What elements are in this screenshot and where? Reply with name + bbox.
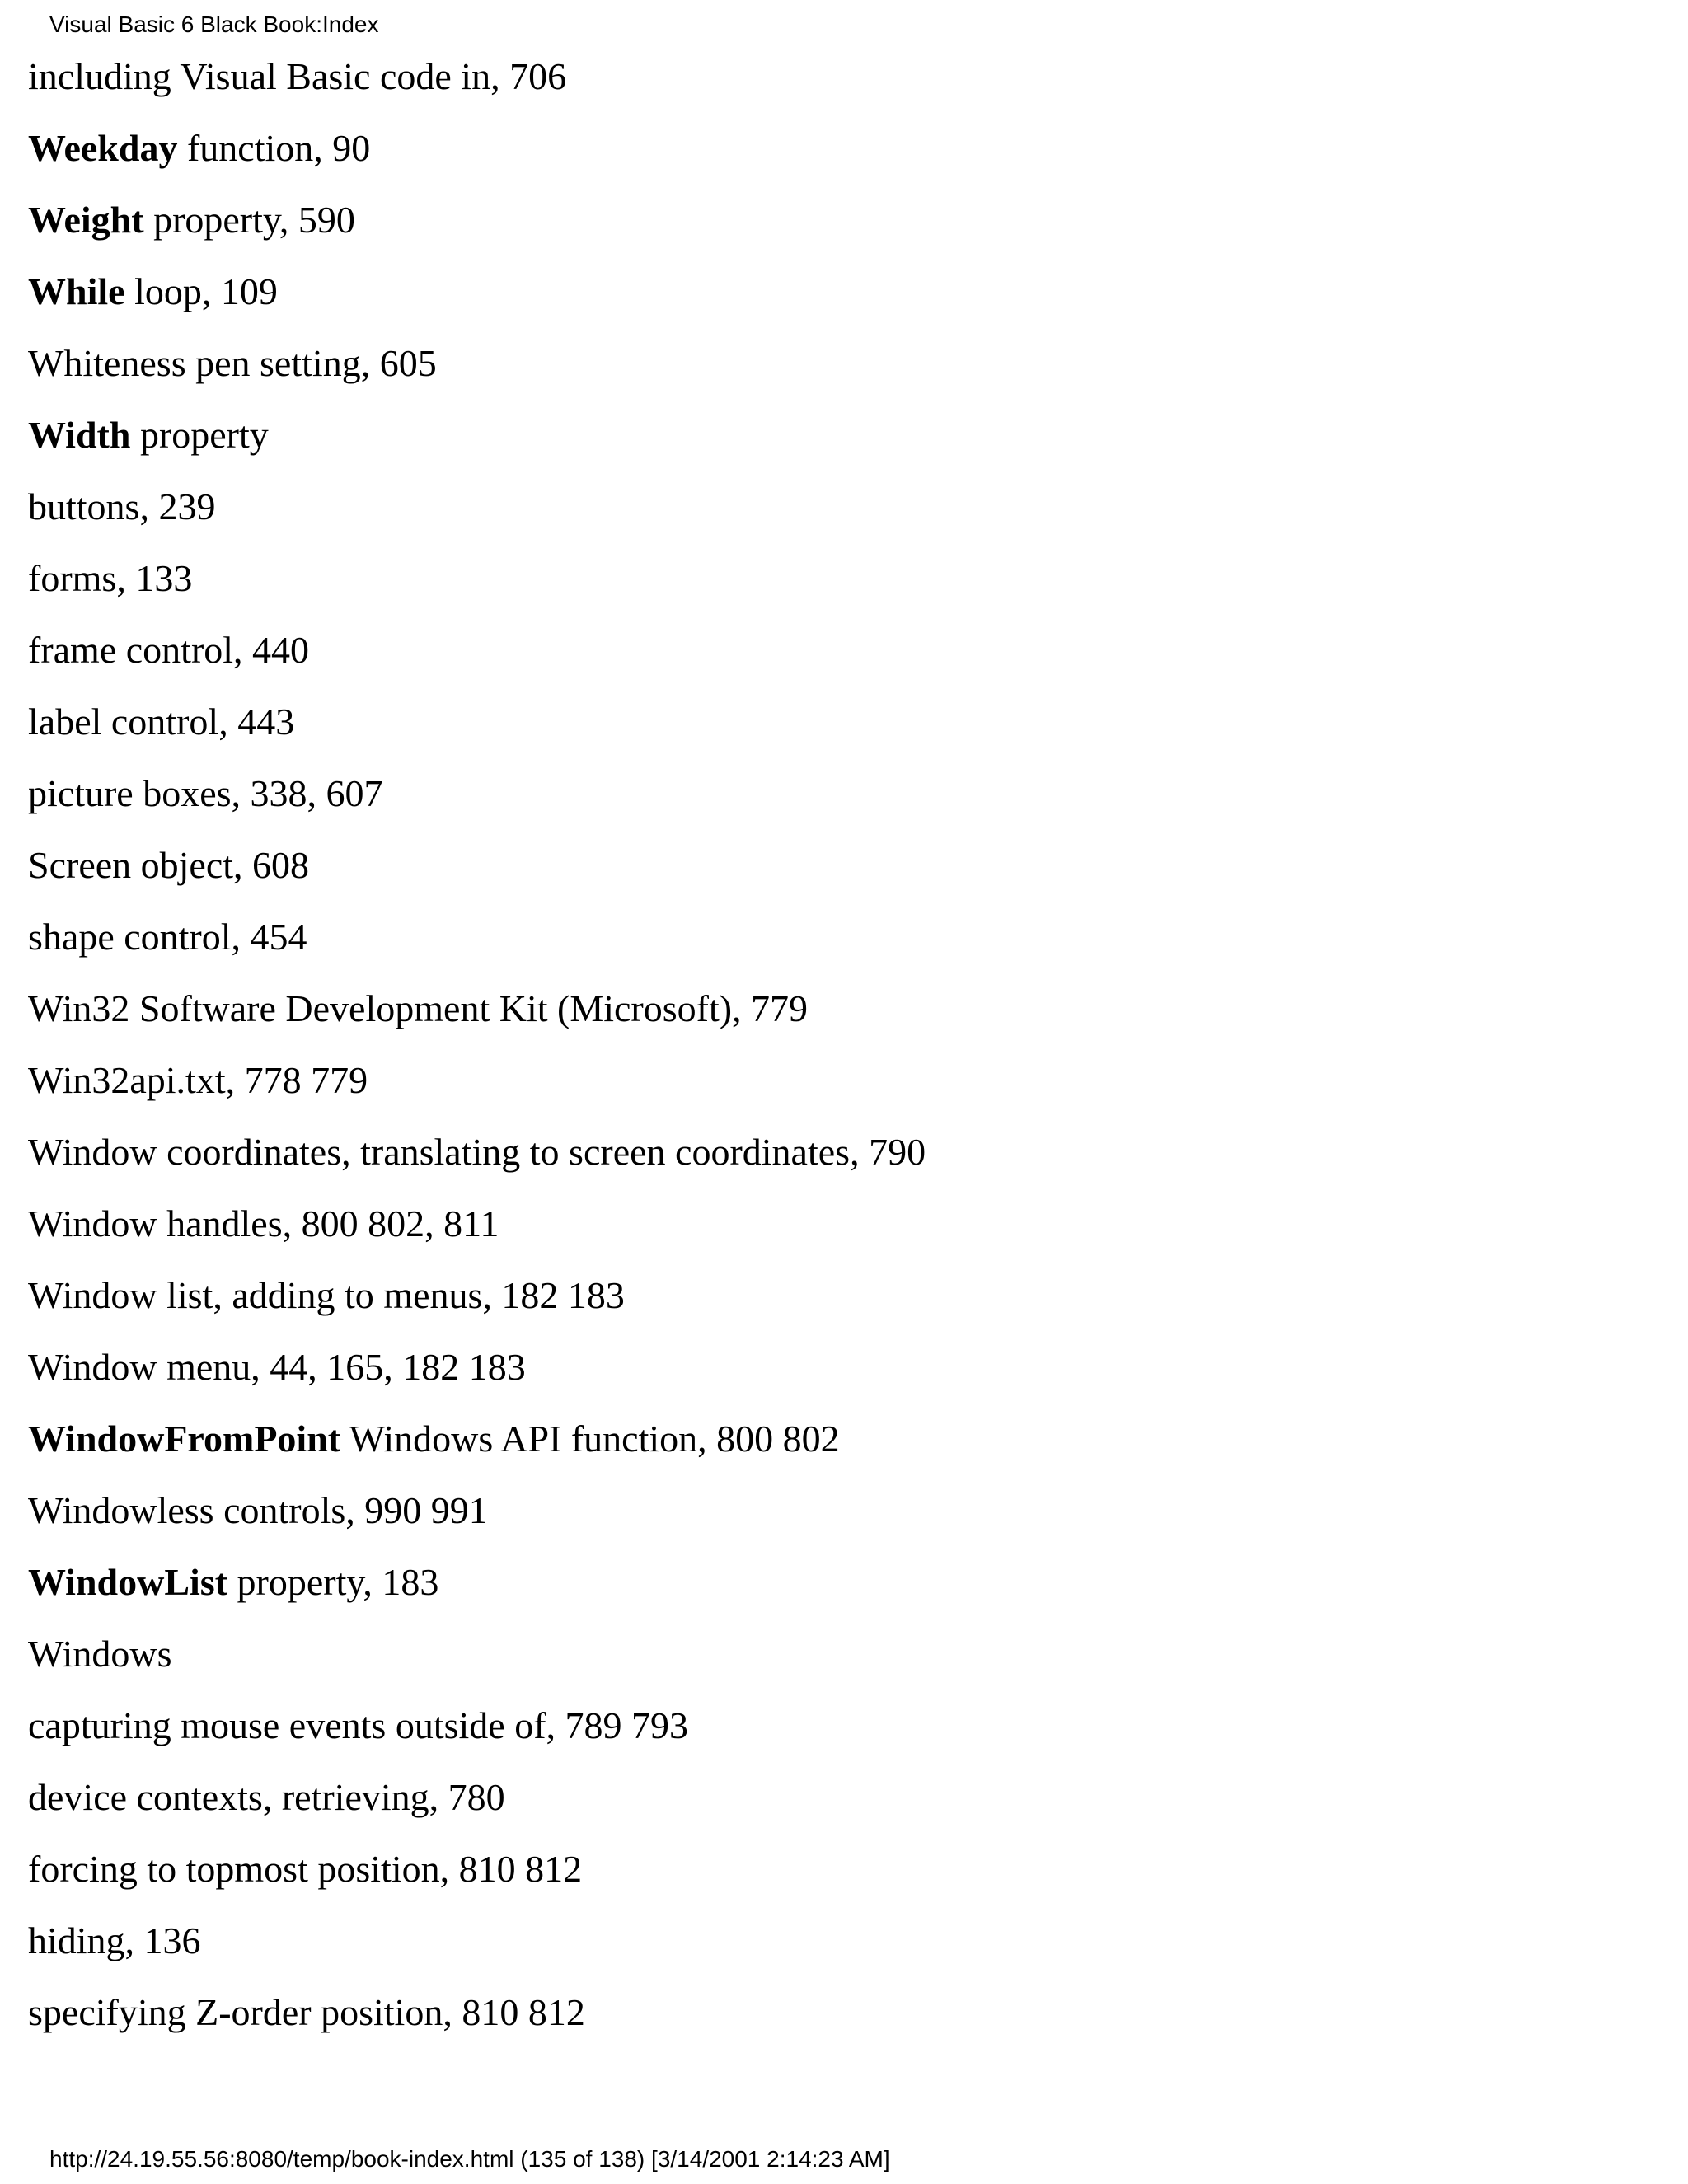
index-text: loop, 109 [124, 270, 278, 312]
page-footer-url: http://24.19.55.56:8080/temp/book-index.html (135 of 138) [3/14/2001 2:14:23 AM] [49, 2146, 890, 2172]
index-text: capturing mouse events outside of, 789 793 [28, 1704, 689, 1746]
index-term: WindowList [28, 1561, 228, 1603]
index-entry [28, 1483, 926, 1555]
index-text: property, 590 [143, 199, 355, 241]
index-entry [28, 838, 926, 910]
index-text: Window coordinates, translating to screen coordinates, 790 [28, 1131, 926, 1173]
index-text: buttons, 239 [28, 485, 216, 527]
index-term: Weight [28, 199, 144, 241]
index-text: Whiteness pen setting, 605 [28, 342, 437, 384]
index-entry [28, 408, 926, 480]
index-text: Screen object, 608 [28, 844, 310, 886]
page-header: Visual Basic 6 Black Book:Index [49, 12, 379, 37]
index-text: device contexts, retrieving, 780 [28, 1776, 505, 1818]
index-text: function, 90 [177, 127, 371, 169]
index-text: shape control, 454 [28, 916, 307, 958]
index-entry [28, 551, 926, 623]
index-entry [28, 1412, 926, 1483]
index-entry [28, 1914, 926, 1985]
index-entry [28, 1770, 926, 1842]
index-entry [28, 1627, 926, 1699]
index-text: frame control, 440 [28, 629, 310, 671]
index-entry [28, 910, 926, 982]
index-entry [28, 766, 926, 838]
index-entry [28, 1555, 926, 1627]
index-entry [28, 1985, 926, 2057]
index-text: Windows [28, 1633, 172, 1675]
index-text: forms, 133 [28, 557, 193, 599]
index-entry [28, 265, 926, 336]
index-entry [28, 623, 926, 695]
index-entry [28, 1699, 926, 1770]
index-text: including Visual Basic code in, 706 [28, 55, 567, 97]
index-text: Windows API function, 800 802 [340, 1418, 840, 1460]
index-list [28, 49, 926, 2057]
index-text: Windowless controls, 990 991 [28, 1489, 488, 1531]
index-text: hiding, 136 [28, 1919, 201, 1961]
index-entry [28, 695, 926, 766]
index-text: Window handles, 800 802, 811 [28, 1202, 499, 1244]
index-term: WindowFromPoint [28, 1418, 341, 1460]
index-text: property, 183 [227, 1561, 439, 1603]
index-text: picture boxes, 338, 607 [28, 772, 383, 814]
index-text: Window menu, 44, 165, 182 183 [28, 1346, 526, 1388]
index-entry [28, 1053, 926, 1125]
index-entry [28, 49, 926, 121]
index-text: Win32 Software Development Kit (Microsoft), 779 [28, 987, 809, 1029]
index-text: property [130, 414, 269, 456]
index-entry [28, 1197, 926, 1268]
index-text: Window list, adding to menus, 182 183 [28, 1274, 625, 1316]
index-text: forcing to topmost position, 810 812 [28, 1848, 583, 1890]
index-entry [28, 982, 926, 1053]
index-text: Win32api.txt, 778 779 [28, 1059, 368, 1101]
index-entry [28, 1842, 926, 1914]
index-term: Width [28, 414, 131, 456]
index-entry [28, 1268, 926, 1340]
index-entry [28, 336, 926, 408]
index-text: specifying Z-order position, 810 812 [28, 1991, 585, 2033]
index-term: While [28, 270, 125, 312]
index-term: Weekday [28, 127, 178, 169]
index-entry [28, 193, 926, 265]
index-text: label control, 443 [28, 701, 295, 743]
index-entry [28, 1125, 926, 1197]
index-entry [28, 121, 926, 193]
index-entry [28, 1340, 926, 1412]
index-entry [28, 480, 926, 551]
